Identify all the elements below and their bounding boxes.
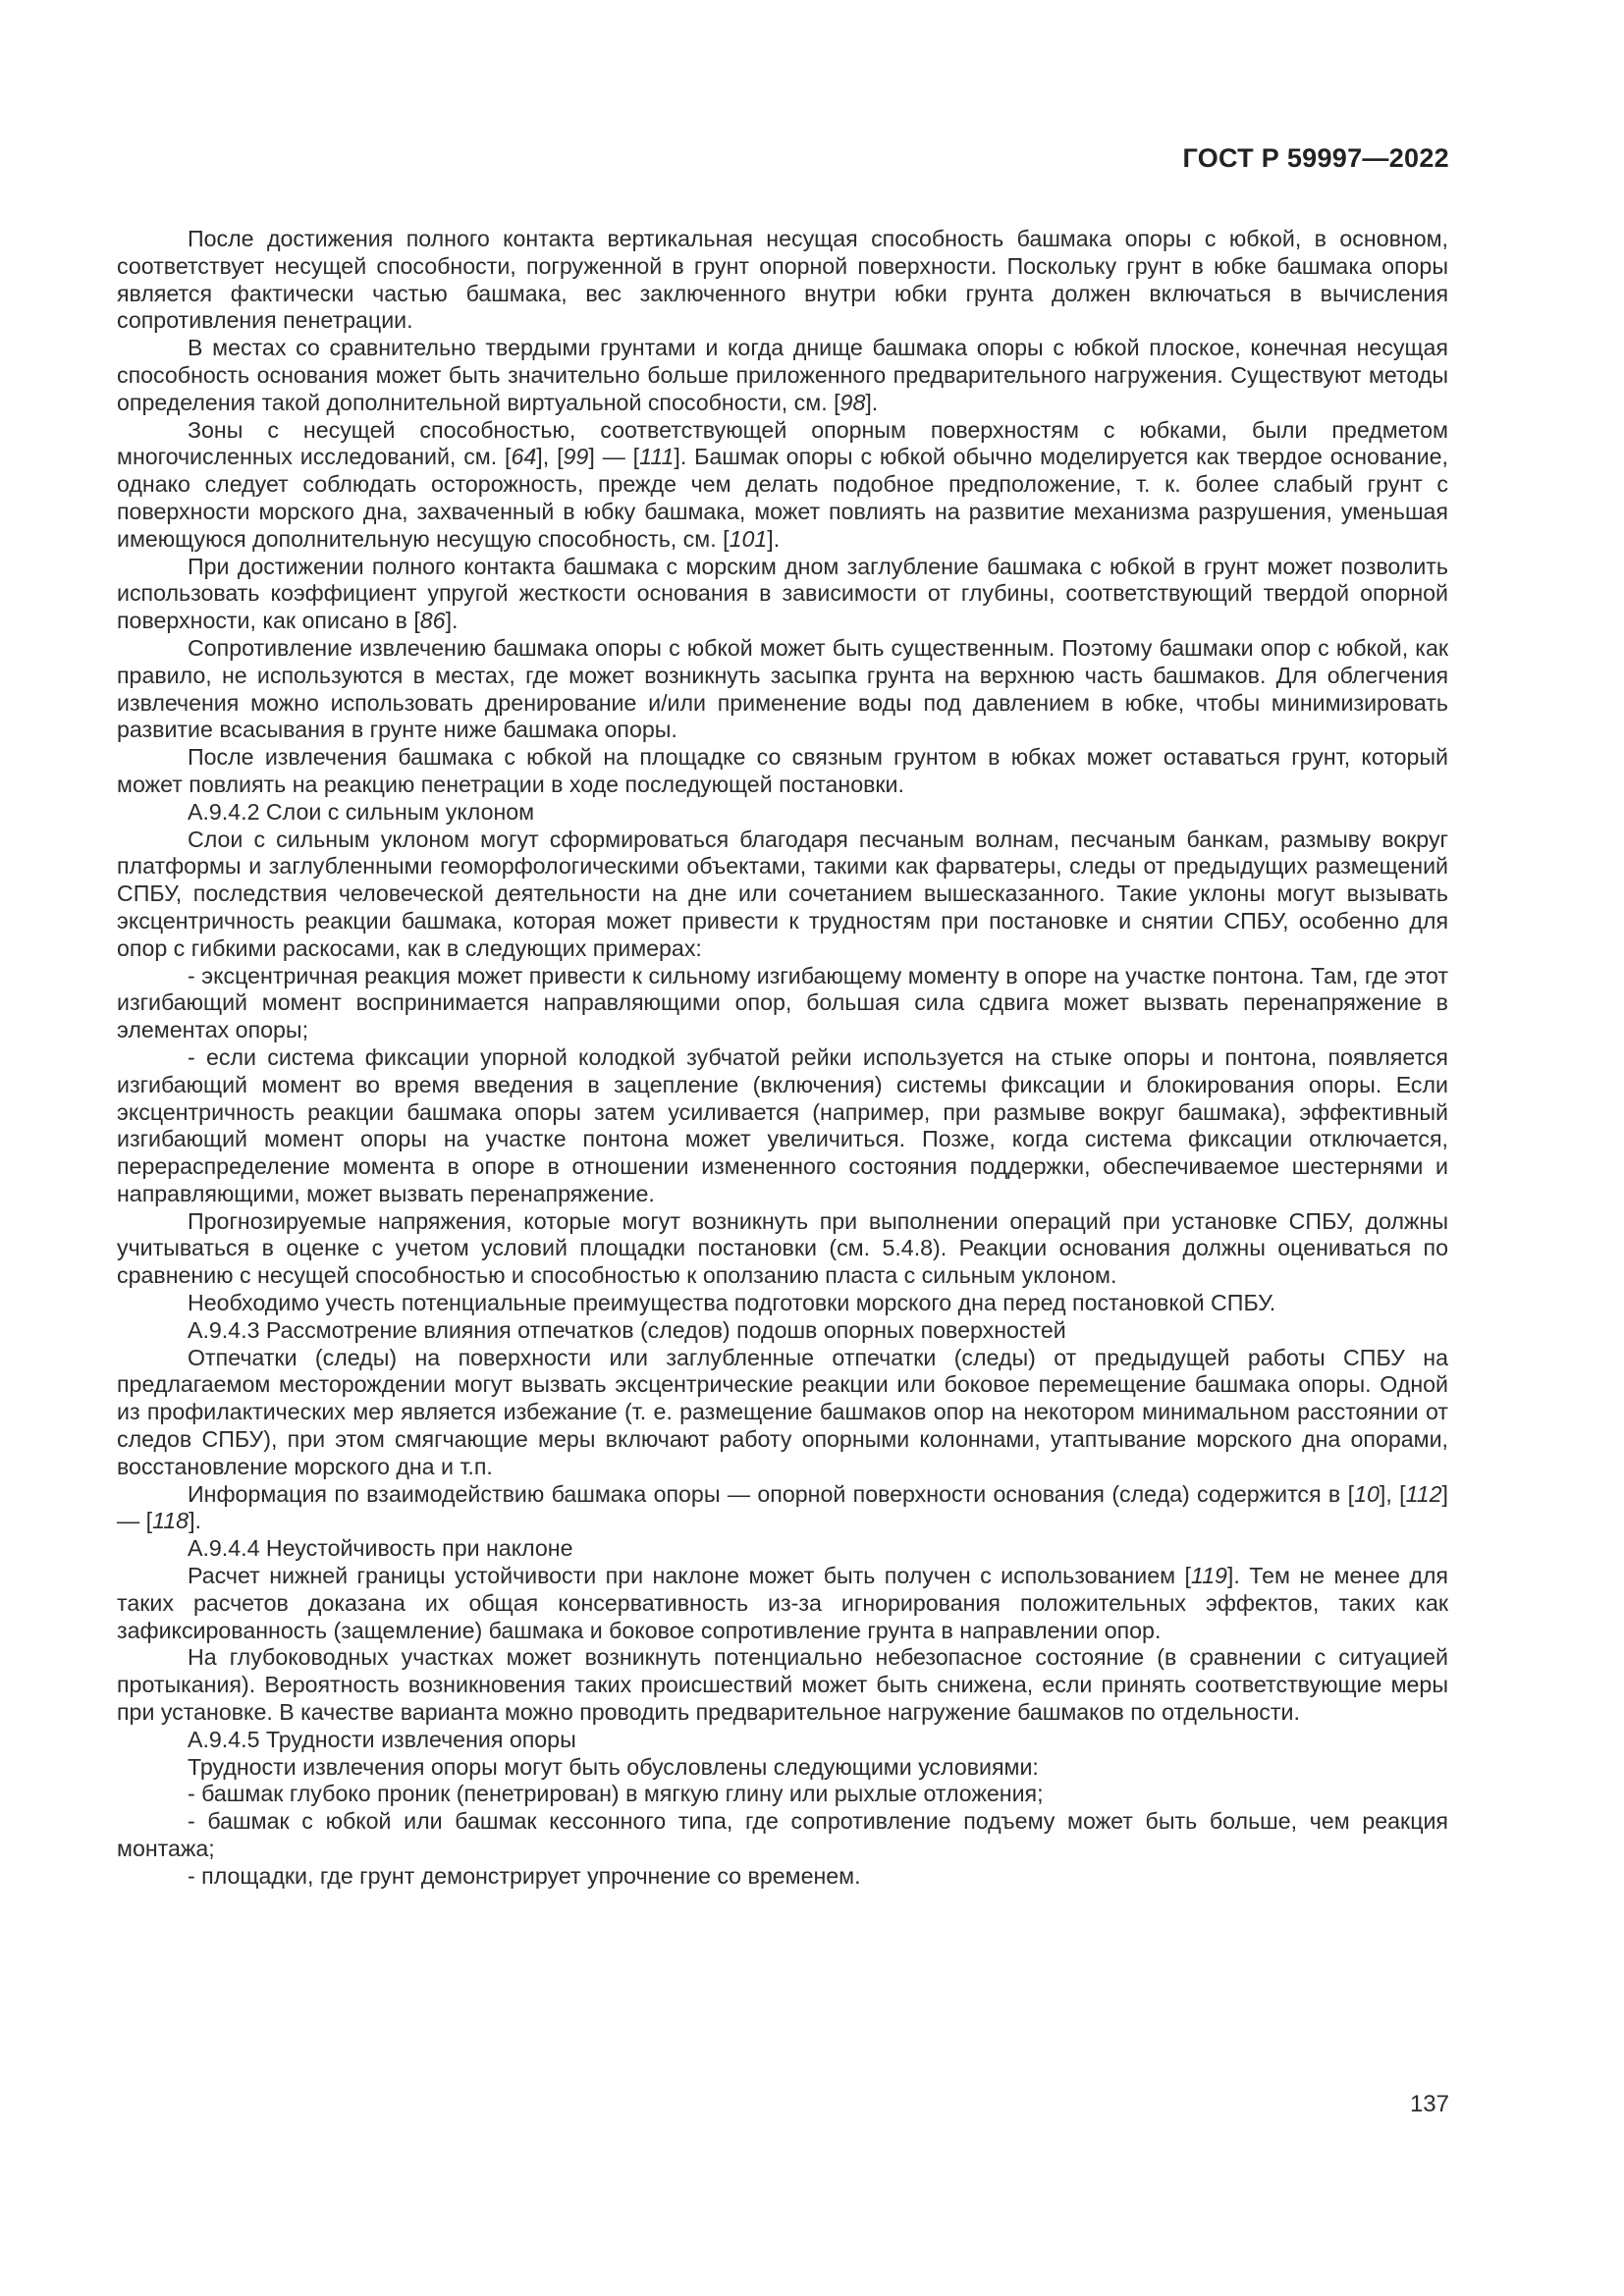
paragraph: Сопротивление извлечению башмака опоры с юбкой может быть существенным. Поэтому башмаки опор с юбкой, как правило, не используются в местах, где может возникнуть засыпка грунта на верхнюю часть башмаков. Для облегчения извлечения можно использовать дренирование и/или применение воды под давлением в юбке, чтобы минимизировать развитие всасывания в грунте ниже башмака опоры. — [117, 634, 1448, 743]
page-number: 137 — [1409, 2091, 1449, 2117]
paragraph: - башмак с юбкой или башмак кессонного типа, где сопротивление подъему может быть больше, чем реакция монтажа; — [117, 1808, 1448, 1862]
paragraph: После извлечения башмака с юбкой на площадке со связным грунтом в юбках может оставаться грунт, который может повлиять на реакцию пенетрации в ходе последующей постановки. — [117, 744, 1448, 797]
paragraph: На глубоководных участках может возникнуть потенциально небезопасное состояние (в сравнении с ситуацией протыкания). Вероятность возникновения таких происшествий может быть снижена, если принять соответствующие меры при установке. В качестве варианта можно проводить предварительное нагружение башмаков по отдельности. — [117, 1644, 1448, 1726]
section-heading: А.9.4.5 Трудности извлечения опоры — [188, 1726, 576, 1752]
paragraph: В местах со сравнительно твердыми грунтами и когда днище башмака опоры с юбкой плоское, конечная несущая способность основания может быть значительно больше приложенного предварительного нагружения. Существуют методы определения такой дополнительной виртуальной способности, см. [98]. — [117, 335, 1448, 415]
paragraph: - башмак глубоко проник (пенетрирован) в мягкую глину или рыхлые отложения; — [188, 1781, 1044, 1807]
section-heading: А.9.4.2 Слои с сильным уклоном — [188, 798, 535, 825]
paragraph: - эксцентричная реакция может привести к сильному изгибающему моменту в опоре на участке понтона. Там, где этот изгибающий момент воспринимается направляющими опор, большая сила сдвига может вызвать перенапряжение в элементах опоры; — [117, 962, 1448, 1043]
document-body — [117, 226, 1448, 1891]
paragraph: При достижении полного контакта башмака с морским дном заглубление башмака с юбкой в грунт может позволить использовать коэффициент упругой жесткости основания в зависимости от глубины, соответствующий твердой опорной поверхности, как описано в [86]. — [117, 553, 1448, 634]
paragraph: Трудности извлечения опоры могут быть обусловлены следующими условиями: — [188, 1753, 1039, 1780]
section-heading: А.9.4.3 Рассмотрение влияния отпечатков (следов) подошв опорных поверхностей — [188, 1316, 1066, 1343]
paragraph: Зоны с несущей способностью, соответствующей опорным поверхностям с юбками, были предметом многочисленных исследований, см. [64], [99] — [111]. Башмак опоры с юбкой обычно моделируется как твердое основание, однако следует соблюдать осторожность, прежде чем делать подобное предположение, т. к. более слабый грунт с поверхности морского дна, захваченный в юбку башмака, может повлиять на развитие механизма разрушения, уменьшая имеющуюся дополнительную несущую способность, см. [101]. — [117, 416, 1449, 552]
paragraph: - площадки, где грунт демонстрирует упрочнение со временем. — [188, 1862, 861, 1889]
paragraph: Расчет нижней границы устойчивости при наклоне может быть получен с использованием [119]. Тем не менее для таких расчетов доказана их общая консервативность из-за игнорирования положительных эффектов, таких как зафиксированность (защемление) башмака и боковое сопротивление грунта в направлении опор. — [117, 1563, 1448, 1643]
paragraph: Отпечатки (следы) на поверхности или заглубленные отпечатки (следы) от предыдущей работы СПБУ на предлагаемом месторождении могут вызвать эксцентрические реакции или боковое перемещение башмака опоры. Одной из профилактических мер является избежание (т. е. размещение башмаков опор на некотором минимальном расстоянии от следов СПБУ), при этом смягчающие меры включают работу опорными колоннами, утаптывание морского дна опорами, восстановление морского дна и т.п. — [117, 1344, 1448, 1479]
paragraph: - если система фиксации упорной колодкой зубчатой рейки используется на стыке опоры и понтона, появляется изгибающий момент во время введения в зацепление (включения) системы фиксации и блокирования опоры. Если эксцентричность реакции башмака опоры затем усиливается (например, при размыве вокруг башмака), эффективный изгибающий момент опоры на участке понтона может увеличиться. Позже, когда система фиксации отключается, перераспределение момента в опоре в отношении измененного состояния поддержки, обеспечиваемое шестернями и направляющими, может вызвать перенапряжение. — [117, 1043, 1448, 1206]
paragraph: Необходимо учесть потенциальные преимущества подготовки морского дна перед постановкой СПБУ. — [188, 1290, 1276, 1316]
paragraph: Информация по взаимодействию башмака опоры — опорной поверхности основания (следа) содержится в [10], [112] — [118]. — [117, 1480, 1448, 1534]
paragraph: Слои с сильным уклоном могут сформироваться благодаря песчаным волнам, песчаным банкам, размыву вокруг платформы и заглубленными геоморфологическими объектами, такими как фарватеры, следы от предыдущих размещений СПБУ, последствия человеческой деятельности на дне или сочетанием вышесказанного. Такие уклоны могут вызывать эксцентричность реакции башмака, которая может привести к трудностям при постановке и снятии СПБУ, особенно для опор с гибкими раскосами, как в следующих примерах: — [117, 826, 1448, 961]
paragraph: После достижения полного контакта вертикальная несущая способность башмака опоры с юбкой, в основном, соответствует несущей способности, погруженной в грунт опорной поверхности. Поскольку грунт в юбке башмака опоры является фактически частью башмака, вес заключенного внутри юбки грунта должен включаться в вычисления сопротивления пенетрации. — [117, 226, 1448, 334]
paragraph: Прогнозируемые напряжения, которые могут возникнуть при выполнении операций при установке СПБУ, должны учитываться в оценке с учетом условий площадки постановки (см. 5.4.8). Реакции основания должны оцениваться по сравнению с несущей способностью и способностью к оползанию пласта с сильным уклоном. — [117, 1207, 1448, 1289]
section-heading: А.9.4.4 Неустойчивость при наклоне — [188, 1535, 573, 1562]
standard-designation: ГОСТ Р 59997—2022 — [1182, 143, 1449, 173]
